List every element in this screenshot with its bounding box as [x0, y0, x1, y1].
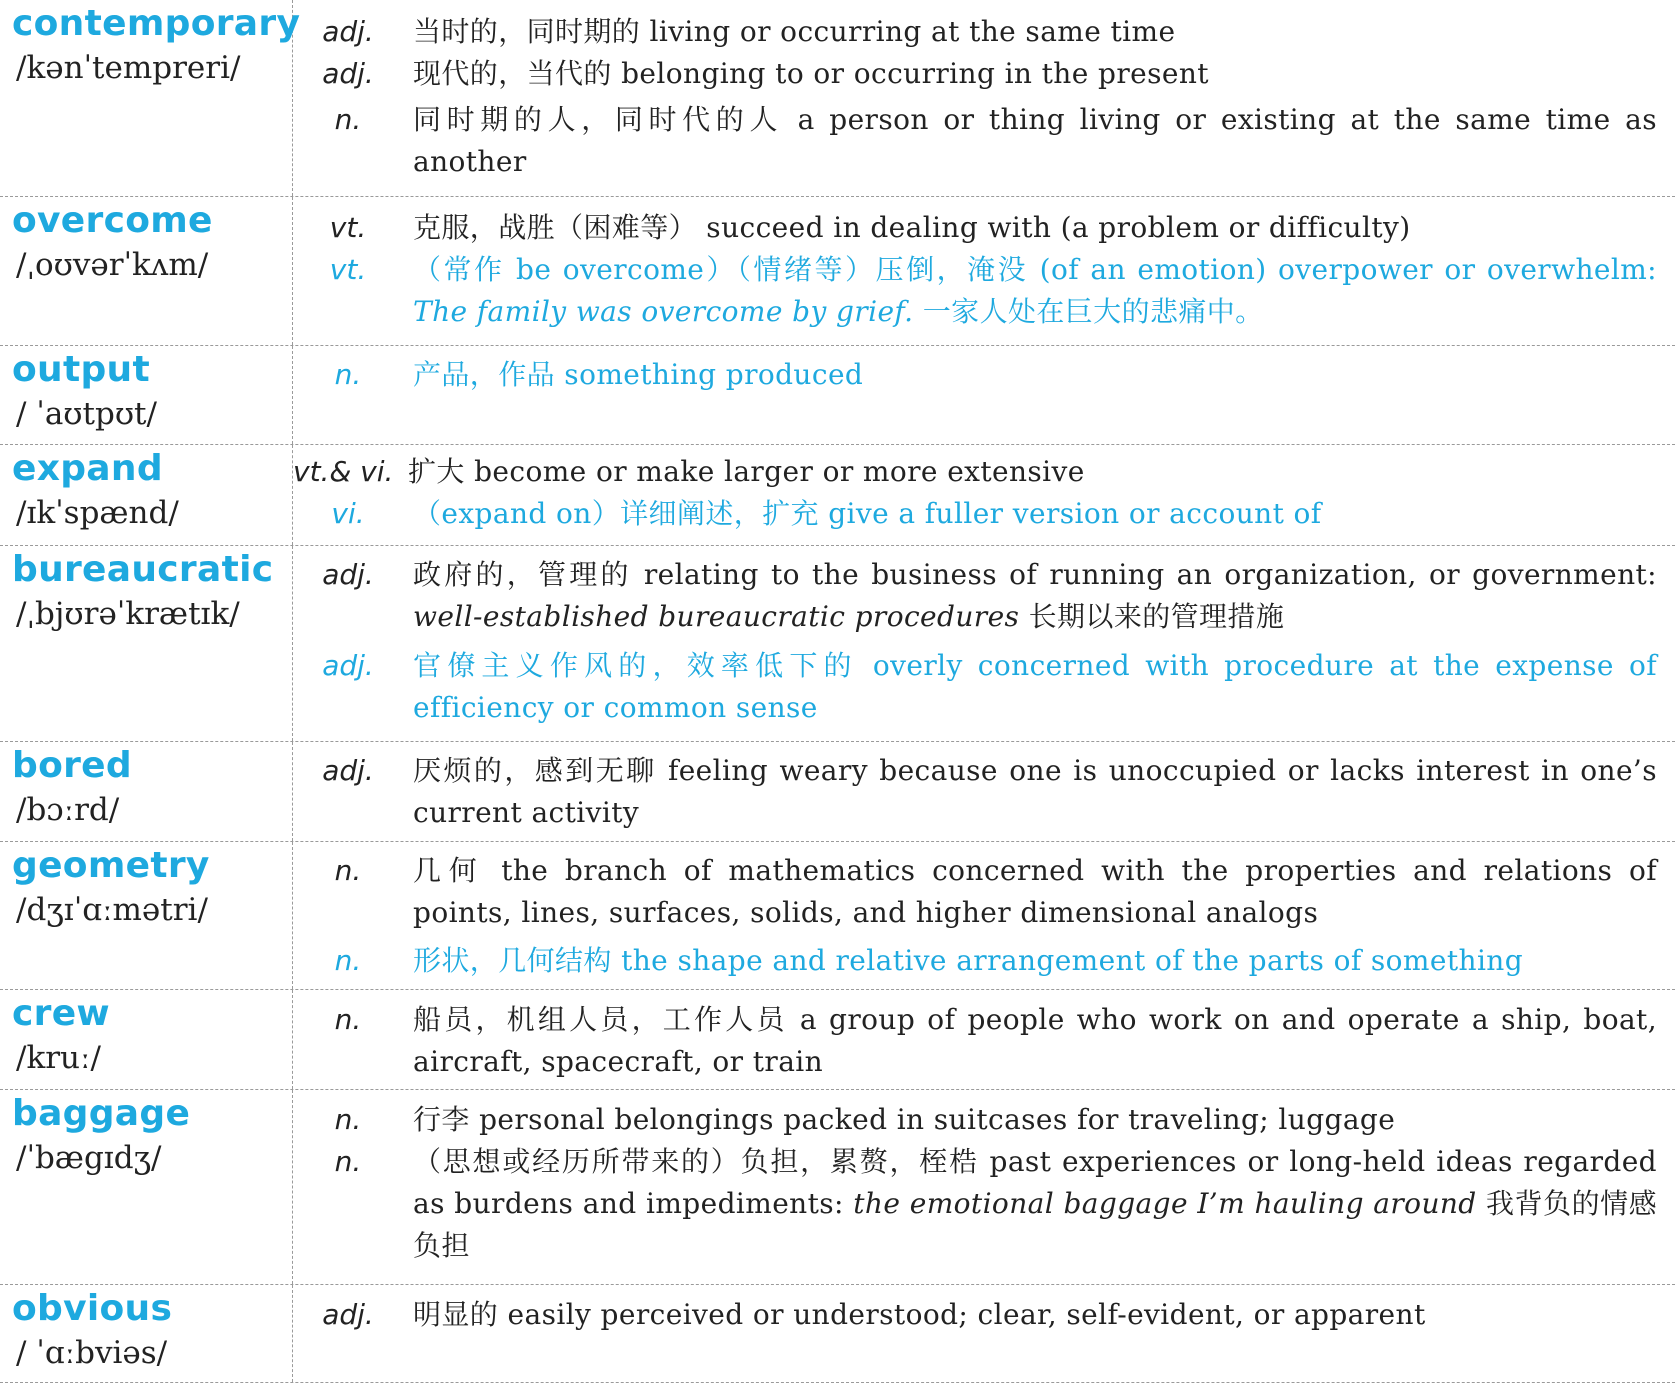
part-of-speech: adj. [322, 57, 374, 90]
headword: geometry [12, 845, 210, 886]
headword: expand [12, 448, 163, 489]
definition: 官僚主义作风的，效率低下的 overly concerned with procedure at the expense of efficiency or common sense [413, 649, 1657, 724]
part-of-speech: adj. [322, 1298, 374, 1331]
definition: （expand on）详细阐述，扩充 give a fuller version or account of [413, 497, 1322, 530]
definition: 扩大 become or make larger or more extensive [408, 455, 1085, 488]
entry-row [0, 546, 1675, 742]
part-of-speech: n. [334, 103, 362, 136]
entry-row [0, 1090, 1675, 1285]
headword: obvious [12, 1288, 173, 1329]
part-of-speech: adj. [322, 15, 374, 48]
definition-text: 政府的，管理的 relating to the business of running an organization, or government: [413, 558, 1657, 591]
entry-row [0, 990, 1675, 1090]
definition: 行李 personal belongings packed in suitcases for traveling; luggage [413, 1103, 1396, 1136]
word-cell [0, 1285, 293, 1382]
phonetic: /bɔːrd/ [16, 792, 120, 828]
phonetic: / ˈɑːbviəs/ [16, 1335, 168, 1371]
entry-row [0, 742, 1675, 842]
definition: 当时的，同时期的 living or occurring at the same time [413, 15, 1176, 48]
definition [413, 554, 1657, 638]
headword: baggage [12, 1093, 191, 1134]
definition: 同时期的人，同时代的人 a person or thing living or existing at the same time as another [413, 103, 1657, 178]
example-sentence: well-established bureaucratic procedures [413, 600, 1020, 633]
word-cell [0, 842, 293, 989]
definition [413, 249, 1657, 333]
word-cell [0, 346, 293, 444]
word-cell [0, 445, 293, 545]
part-of-speech: adj. [322, 754, 374, 787]
entry-row [0, 0, 1675, 197]
entry-row [0, 842, 1675, 990]
phonetic: /ɪkˈspænd/ [16, 495, 179, 531]
headword: overcome [12, 200, 213, 241]
part-of-speech: n. [334, 944, 362, 977]
part-of-speech: n. [334, 1145, 362, 1178]
definition: 现代的，当代的 belonging to or occurring in the present [413, 57, 1209, 90]
word-cell [0, 1090, 293, 1284]
entry-row [0, 346, 1675, 445]
definition: 船员，机组人员，工作人员 a group of people who work on and operate a ship, boat, aircraft, spacecraft, or train [413, 1003, 1657, 1078]
definition: 明显的 easily perceived or understood; clear, self-evident, or apparent [413, 1298, 1426, 1331]
part-of-speech: vt.& vi. [293, 455, 394, 488]
word-cell [0, 197, 293, 345]
part-of-speech: n. [334, 1003, 362, 1036]
phonetic: /ˌbjʊrəˈkrætɪk/ [16, 596, 240, 632]
phonetic: / ˈaʊtpʊt/ [16, 396, 157, 432]
definition: 产品，作品 something produced [413, 358, 864, 391]
headword: output [12, 349, 150, 390]
headword: contemporary [12, 3, 301, 44]
example-translation: 我背负的情感负担 [413, 1187, 1657, 1262]
word-cell [0, 742, 293, 841]
word-cell [0, 546, 293, 741]
entry-row [0, 197, 1675, 346]
definition: 厌烦的，感到无聊 feeling weary because one is unoccupied or lacks interest in one’s current activity [413, 754, 1657, 829]
example-translation: 长期以来的管理措施 [1019, 600, 1285, 633]
part-of-speech: n. [334, 854, 362, 887]
part-of-speech: n. [334, 358, 362, 391]
example-sentence: The family was overcome by grief. [413, 295, 914, 328]
phonetic: /kruː/ [16, 1040, 101, 1076]
headword: bureaucratic [12, 549, 274, 590]
example-sentence: the emotional baggage I’m hauling around [843, 1187, 1477, 1220]
phonetic: /ˈbægɪdʒ/ [16, 1140, 162, 1176]
headword: crew [12, 993, 110, 1034]
entry-row [0, 445, 1675, 546]
word-cell [0, 990, 293, 1089]
part-of-speech: adj. [322, 649, 374, 682]
entry-row [0, 1285, 1675, 1383]
part-of-speech: vi. [331, 497, 365, 530]
definition: 形状，几何结构 the shape and relative arrangement of the parts of something [413, 944, 1524, 977]
definition: 几何 the branch of mathematics concerned with the properties and relations of points, lines, surfaces, solids, and higher dimensional analogs [413, 854, 1657, 929]
part-of-speech: vt. [329, 211, 367, 244]
definition-text: （思想或经历所带来的）负担，累赘，桎梏 past experiences or long-held ideas regarded as burdens and impediments: [413, 1145, 1657, 1220]
phonetic: /ˌoʊvərˈkʌm/ [16, 247, 209, 283]
definition: 克服，战胜（困难等） succeed in dealing with (a problem or difficulty) [413, 211, 1411, 244]
definition-text: （常作 be overcome）（情绪等）压倒，淹没 (of an emotion) overpower or overwhelm: [413, 253, 1657, 286]
part-of-speech: n. [334, 1103, 362, 1136]
part-of-speech: adj. [322, 558, 374, 591]
example-translation: 一家人处在巨大的悲痛中。 [913, 295, 1264, 328]
definition [413, 1141, 1657, 1267]
phonetic: /kənˈtempreri/ [16, 50, 241, 86]
part-of-speech: vt. [329, 253, 367, 286]
headword: bored [12, 745, 132, 786]
phonetic: /dʒɪˈɑːmətri/ [16, 892, 208, 928]
word-cell [0, 0, 301, 196]
